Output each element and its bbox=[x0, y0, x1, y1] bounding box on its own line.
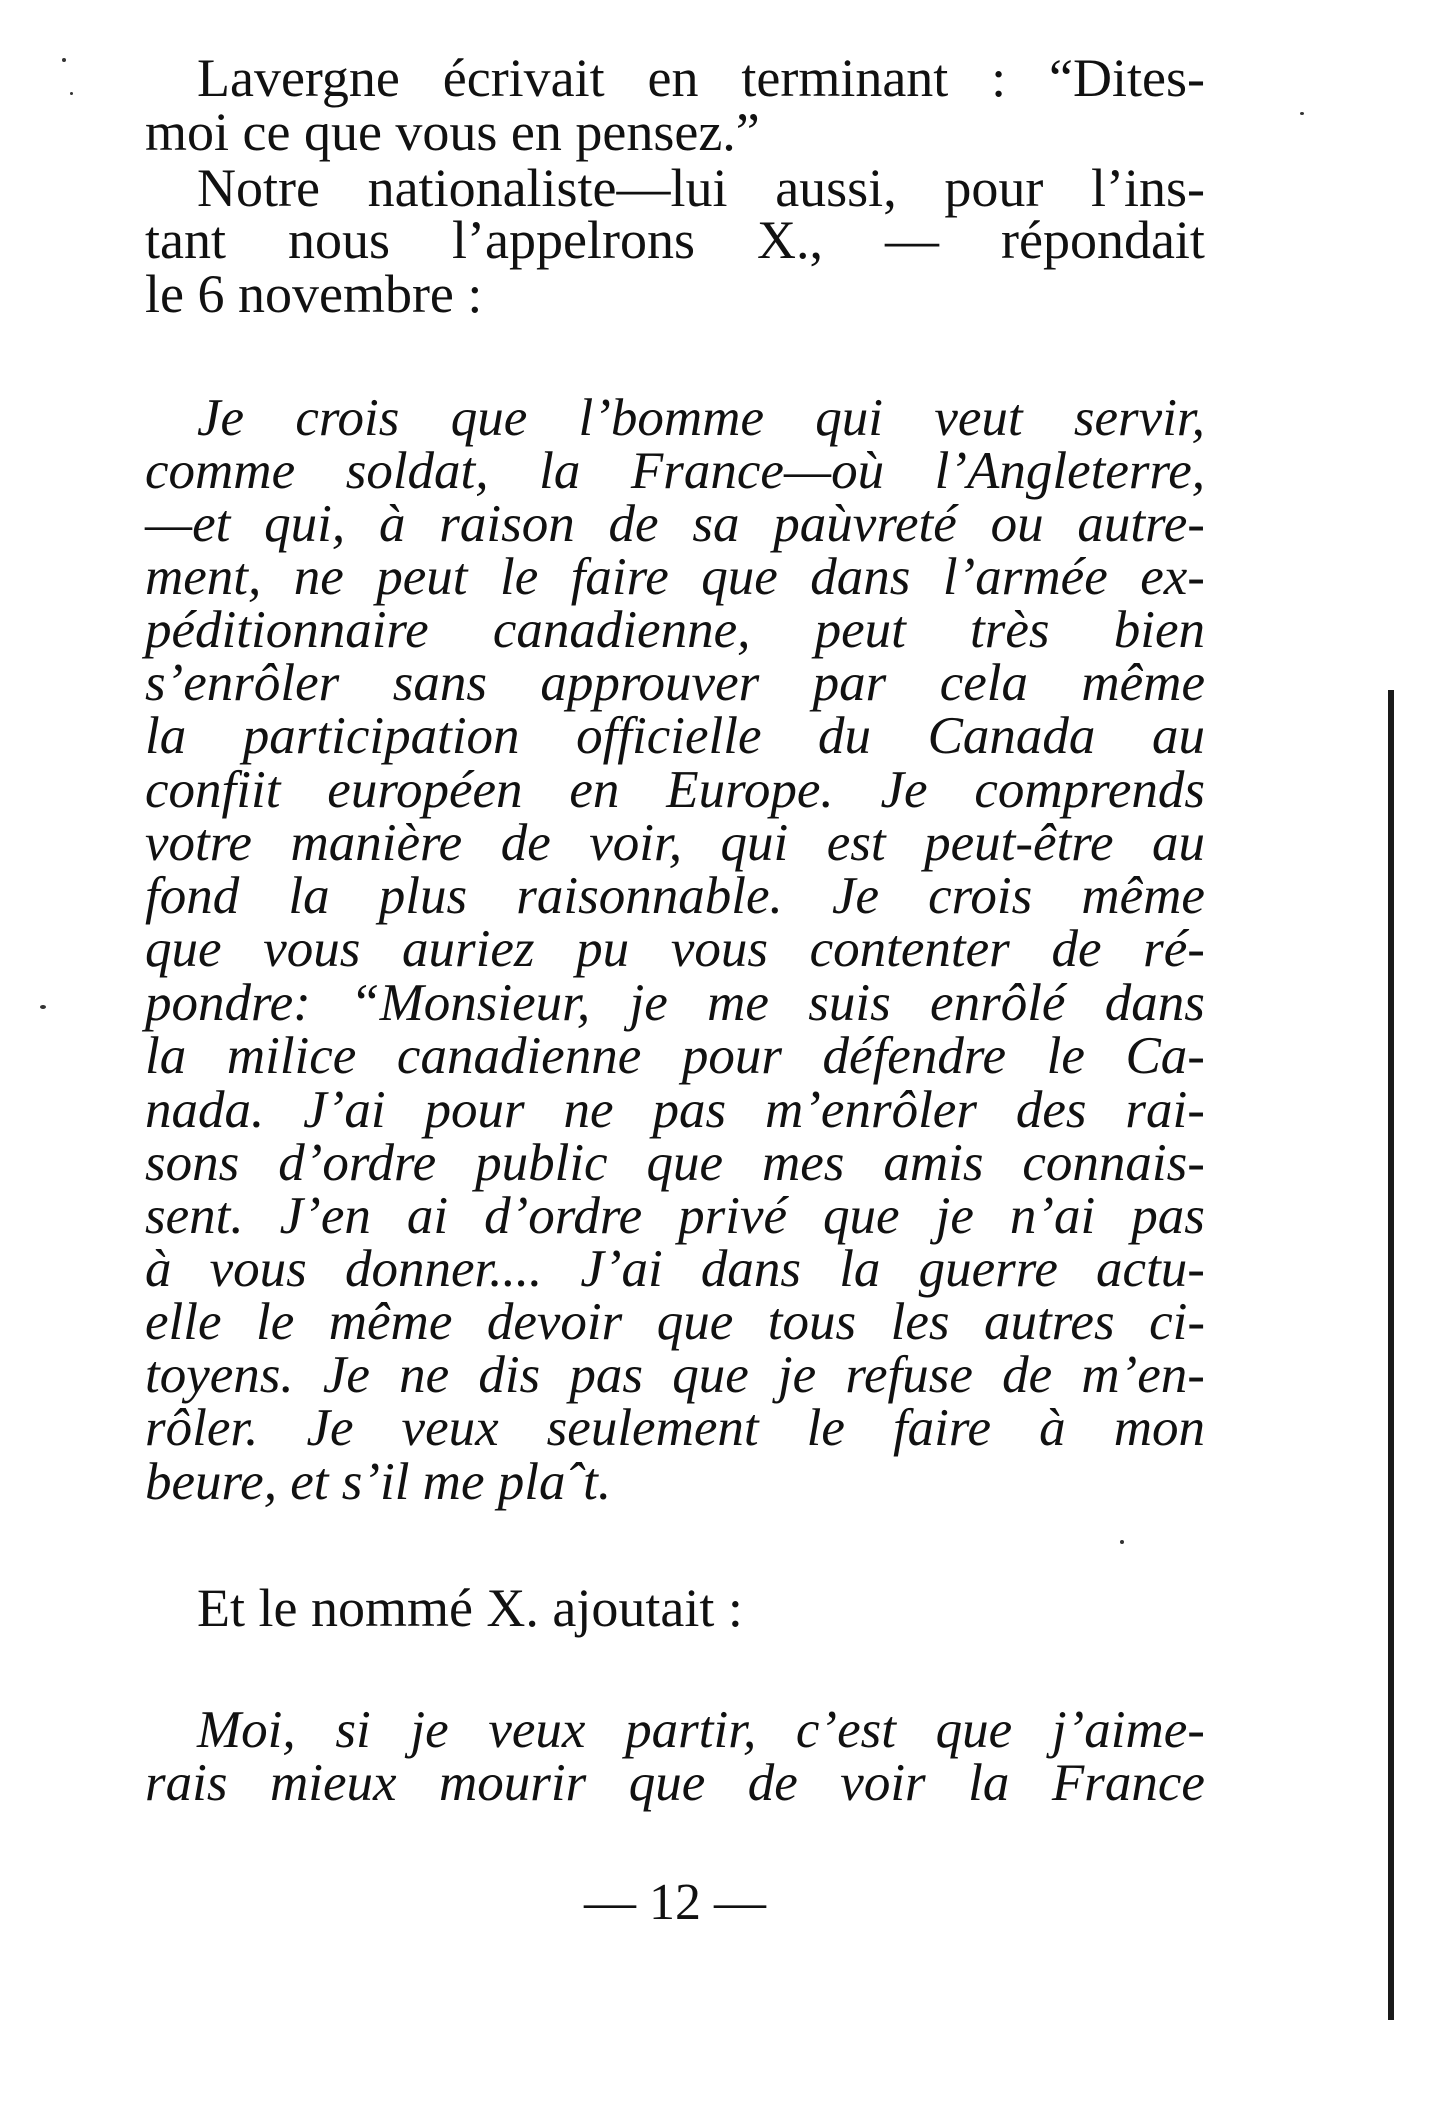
book-page bbox=[145, 0, 1205, 2119]
text-line: rais mieux mourir que de voir la France bbox=[145, 1754, 1205, 1812]
text-line: s’enrôler sans approuver par cela même bbox=[145, 654, 1205, 712]
text-line: à vous donner.... J’ai dans la guerre actu- bbox=[145, 1240, 1205, 1298]
text-line: tant nous l’appelrons X., — répondait bbox=[145, 210, 1205, 270]
text-line: confiit européen en Europe. Je comprends bbox=[145, 761, 1205, 819]
text-line: sons d’ordre public que mes amis connais- bbox=[145, 1134, 1205, 1192]
text-line: Je crois que l’bomme qui veut servir, bbox=[197, 389, 1205, 447]
text-line: le 6 novembre : bbox=[145, 264, 483, 324]
scan-speck bbox=[62, 58, 66, 62]
text-line: Et le nommé X. ajoutait : bbox=[197, 1578, 743, 1638]
text-line: Notre nationaliste—lui aussi, pour l’ins- bbox=[197, 158, 1205, 218]
text-line: que vous auriez pu vous contenter de ré- bbox=[145, 920, 1205, 978]
text-line: nada. J’ai pour ne pas m’enrôler des rai- bbox=[145, 1081, 1205, 1139]
scan-speck bbox=[1300, 112, 1304, 115]
text-line: toyens. Je ne dis pas que je refuse de m’en- bbox=[145, 1346, 1205, 1404]
text-line: —et qui, à raison de sa paùvreté ou autre- bbox=[145, 495, 1205, 553]
text-line: la milice canadienne pour défendre le Ca- bbox=[145, 1027, 1205, 1085]
text-line: beure, et s’il me plaˆt. bbox=[145, 1453, 612, 1511]
text-line: Lavergne écrivait en terminant : “Dites- bbox=[197, 48, 1205, 108]
text-line: péditionnaire canadienne, peut très bien bbox=[145, 601, 1205, 659]
page-number: — 12 — bbox=[584, 1874, 766, 1931]
text-line: moi ce que vous en pensez.” bbox=[145, 102, 760, 162]
text-line: ment, ne peut le faire que dans l’armée ex- bbox=[145, 548, 1205, 606]
text-line: fond la plus raisonnable. Je crois même bbox=[145, 867, 1205, 925]
scan-speck bbox=[40, 1005, 46, 1009]
text-line: pondre: “Monsieur, je me suis enrôlé dans bbox=[145, 974, 1205, 1032]
text-line: Moi, si je veux partir, c’est que j’aime- bbox=[197, 1701, 1205, 1759]
text-line: votre manière de voir, qui est peut-être au bbox=[145, 814, 1205, 872]
text-line: rôler. Je veux seulement le faire à mon bbox=[145, 1399, 1205, 1457]
text-line: la participation officielle du Canada au bbox=[145, 707, 1205, 765]
text-line: comme soldat, la France—où l’Angleterre, bbox=[145, 442, 1205, 500]
page-edge-rule bbox=[1388, 690, 1394, 2020]
text-line: elle le même devoir que tous les autres ci- bbox=[145, 1293, 1205, 1351]
scan-speck bbox=[1120, 1540, 1124, 1544]
scan-speck bbox=[70, 92, 73, 95]
text-line: sent. J’en ai d’ordre privé que je n’ai pas bbox=[145, 1187, 1205, 1245]
